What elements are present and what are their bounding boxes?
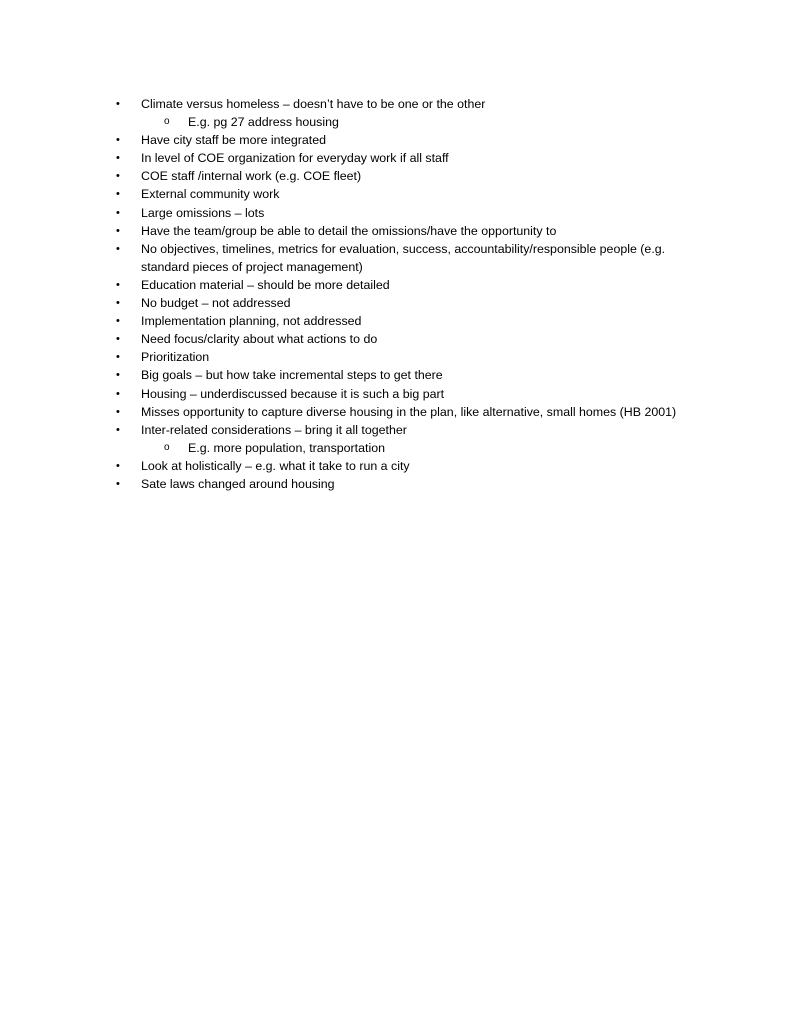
list-item-text: Climate versus homeless – doesn’t have to be one or the other bbox=[141, 97, 486, 111]
list-item-text: Need focus/clarity about what actions to do bbox=[141, 332, 378, 347]
bullet-icon: • bbox=[116, 297, 120, 310]
bullet-icon: • bbox=[116, 206, 120, 219]
list-item bbox=[116, 185, 716, 203]
bullet-icon: • bbox=[116, 405, 120, 418]
list-item-text: Sate laws changed around housing bbox=[141, 476, 335, 491]
list-item bbox=[116, 421, 716, 439]
bullet-icon: • bbox=[116, 278, 120, 291]
list-item bbox=[116, 312, 716, 330]
bullet-icon: • bbox=[116, 369, 120, 382]
list-item-text: No budget – not addressed bbox=[141, 296, 291, 311]
bullet-icon: • bbox=[116, 423, 120, 436]
bullet-icon: • bbox=[116, 134, 120, 147]
list-item-text: Have city staff be more integrated bbox=[141, 133, 327, 148]
list-item bbox=[116, 475, 716, 493]
bullet-icon: • bbox=[116, 477, 120, 490]
bullet-icon: • bbox=[116, 459, 120, 472]
list-item bbox=[116, 457, 716, 475]
list-item bbox=[116, 95, 716, 113]
list-item bbox=[116, 167, 716, 185]
list-item-text: In level of COE organization for everyday work if all staff bbox=[141, 151, 449, 166]
list-item-text: Misses opportunity to capture diverse housing in the plan, like alternative, small homes (HB 2001) bbox=[141, 404, 677, 419]
bullet-icon: • bbox=[116, 152, 120, 165]
bullet-icon: • bbox=[116, 315, 120, 328]
bullet-icon: • bbox=[116, 387, 120, 400]
list-item bbox=[116, 403, 716, 421]
list-item-text: Big goals – but how take incremental steps to get there bbox=[141, 368, 443, 383]
bullet-icon: • bbox=[116, 188, 120, 201]
bullet-icon: • bbox=[116, 224, 120, 237]
list-item-text: Housing – underdiscussed because it is such a big part bbox=[141, 386, 445, 401]
list-item-text: E.g. more population, transportation bbox=[188, 440, 385, 455]
list-item-text: No objectives, timelines, metrics for evaluation, success, accountability/responsible people (e.g. standard pieces of project management) bbox=[141, 241, 666, 274]
sub-list-item bbox=[116, 439, 716, 457]
bullet-icon: • bbox=[116, 242, 120, 255]
list-item-text: E.g. pg 27 address housing bbox=[188, 115, 339, 130]
list-item-text: External community work bbox=[141, 187, 280, 202]
bullet-icon: • bbox=[116, 170, 120, 183]
bullet-icon: • bbox=[116, 98, 120, 110]
list-item-text: Large omissions – lots bbox=[141, 205, 265, 220]
bullet-icon: • bbox=[116, 351, 120, 364]
list-item bbox=[116, 294, 716, 312]
list-item bbox=[116, 366, 716, 384]
hollow-bullet-icon: o bbox=[164, 441, 170, 453]
list-item bbox=[116, 330, 716, 348]
list-item bbox=[116, 131, 716, 149]
list-item bbox=[116, 348, 716, 366]
list-item bbox=[116, 240, 716, 276]
notes-bullet-list bbox=[116, 95, 716, 493]
list-item-text: Education material – should be more detailed bbox=[141, 277, 390, 292]
list-item bbox=[116, 222, 716, 240]
list-item bbox=[116, 204, 716, 222]
list-item-text: Implementation planning, not addressed bbox=[141, 314, 362, 329]
list-item-text: Have the team/group be able to detail the omissions/have the opportunity to bbox=[141, 223, 557, 238]
list-item-text: Inter-related considerations – bring it all together bbox=[141, 422, 407, 437]
list-item-text: Prioritization bbox=[141, 350, 210, 365]
list-item-text: Look at holistically – e.g. what it take to run a city bbox=[141, 458, 410, 473]
list-item bbox=[116, 149, 716, 167]
list-item bbox=[116, 385, 716, 403]
list-item-text: COE staff /internal work (e.g. COE fleet) bbox=[141, 169, 362, 184]
sub-list-item bbox=[116, 113, 716, 131]
list-item bbox=[116, 276, 716, 294]
hollow-bullet-icon: o bbox=[164, 116, 170, 128]
bullet-icon: • bbox=[116, 333, 120, 346]
